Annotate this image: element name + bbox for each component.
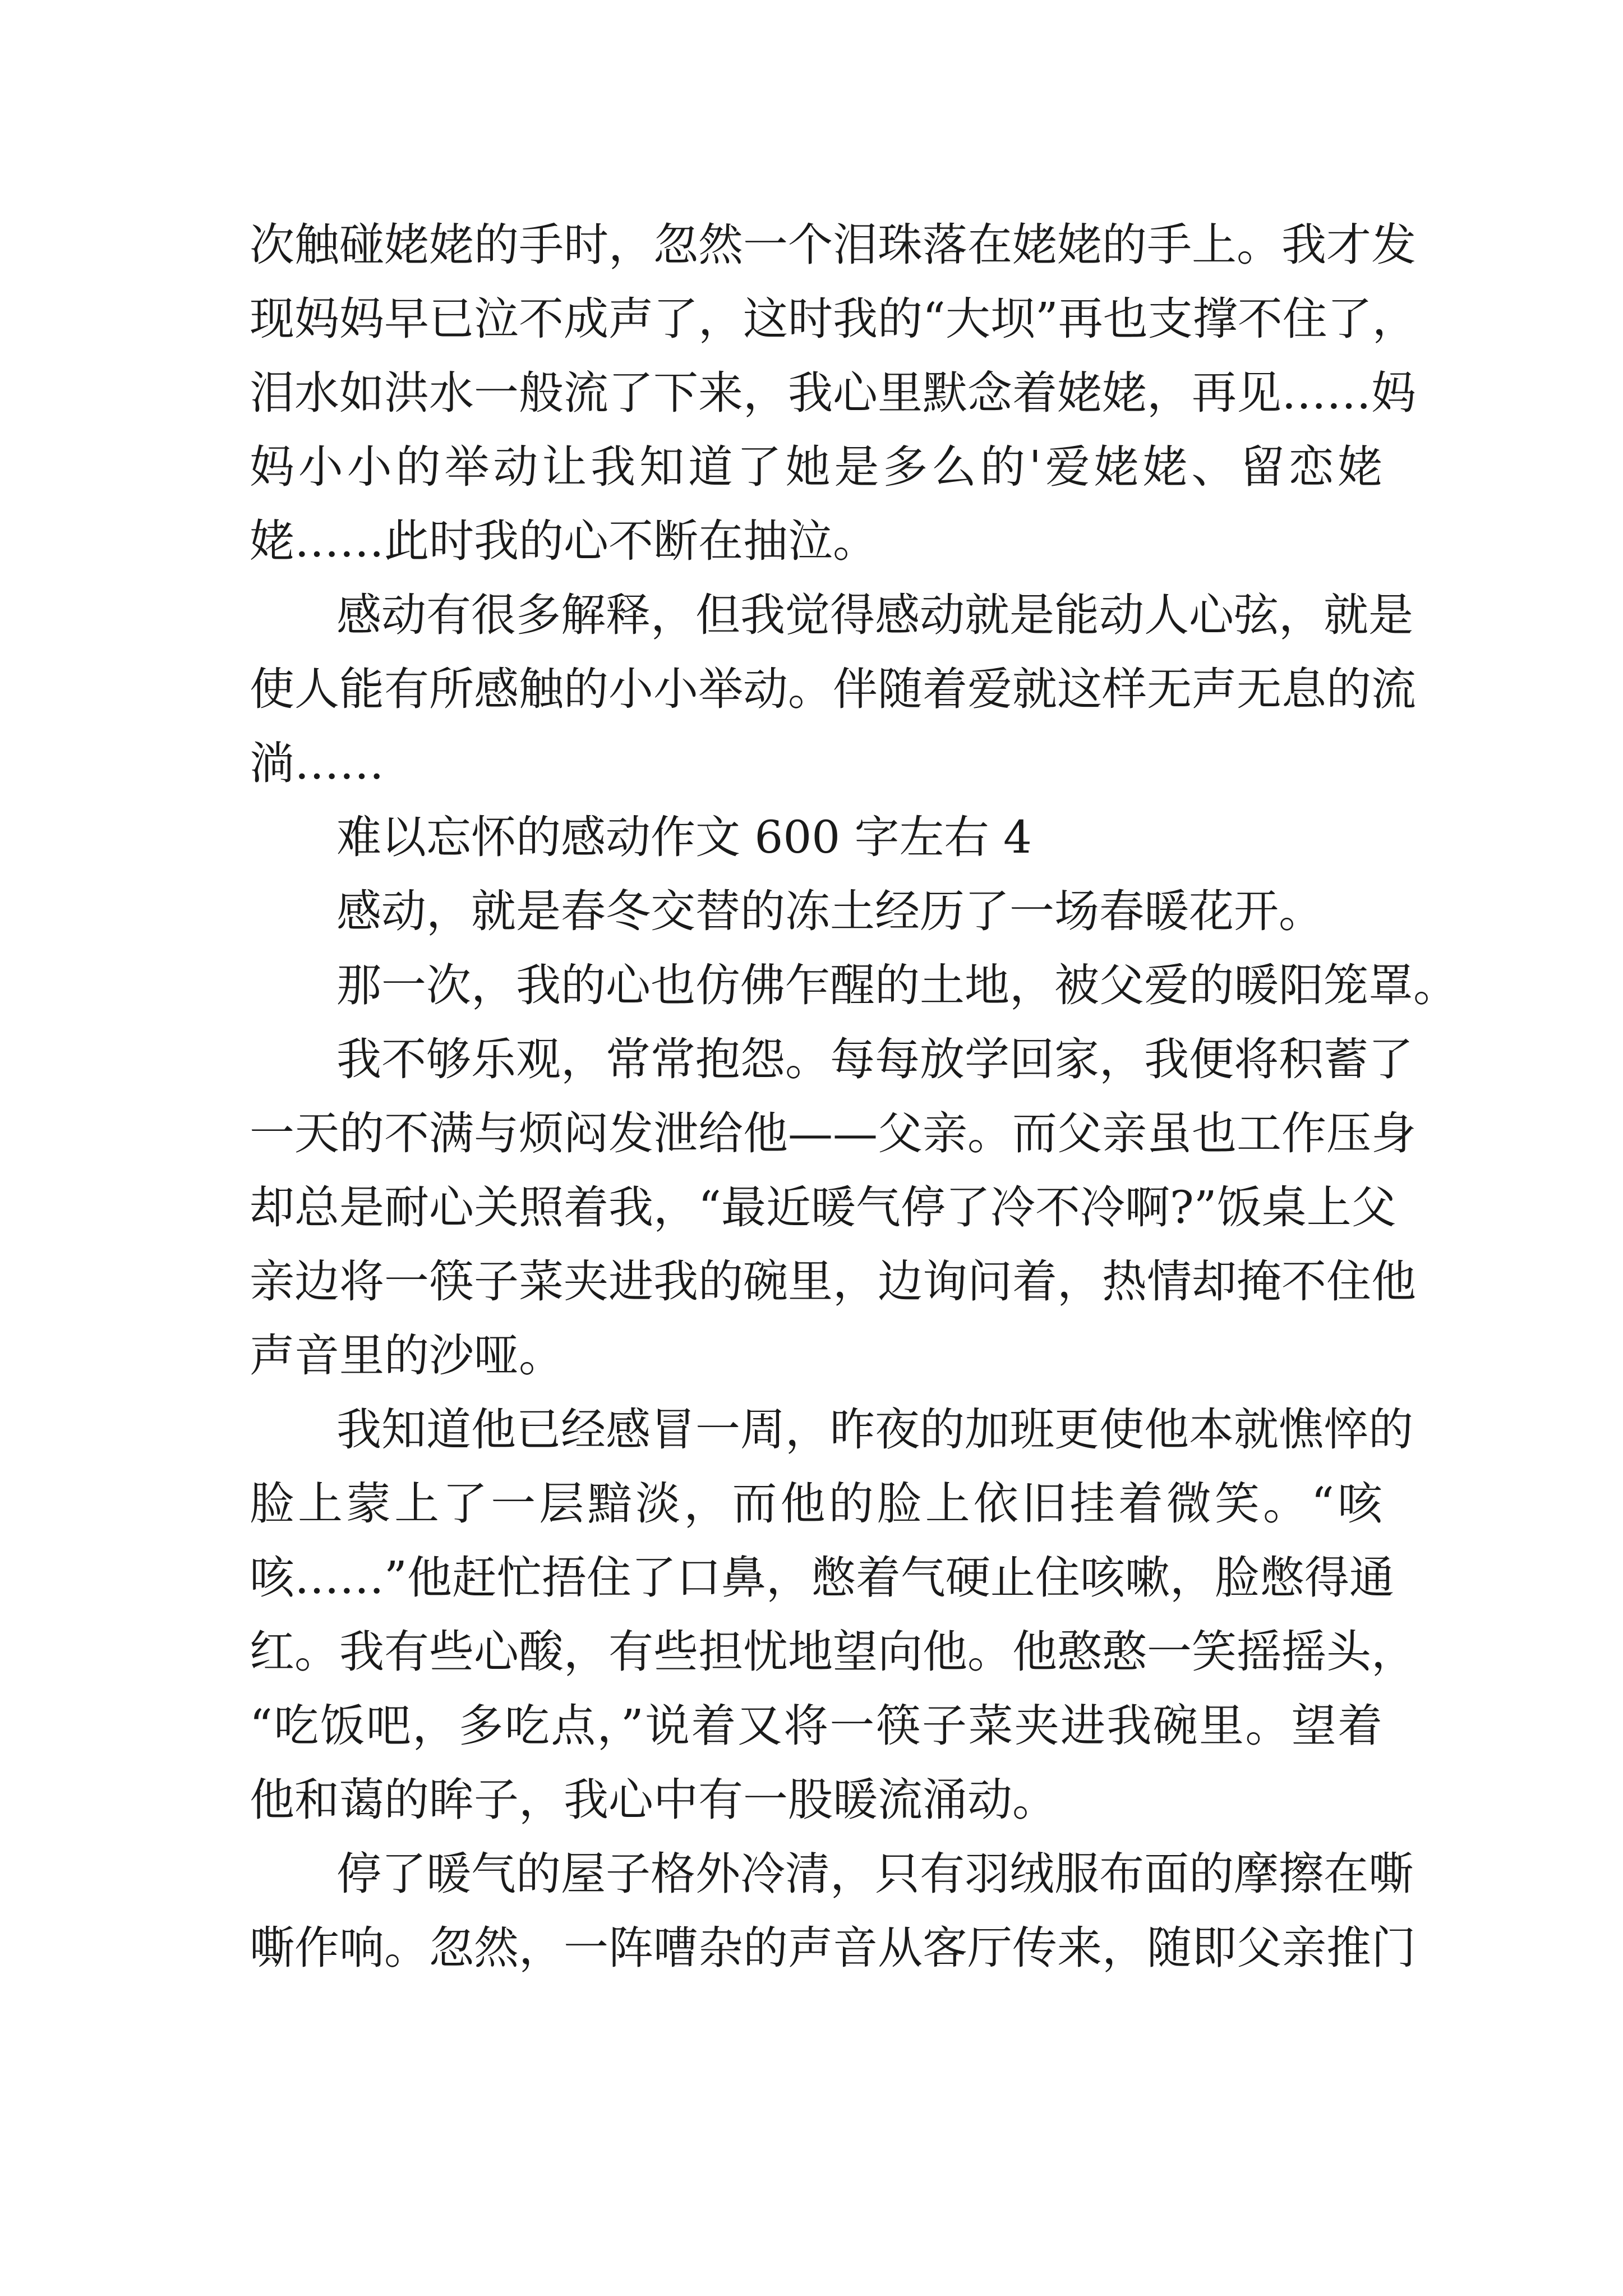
- text-line: 咳……”他赶忙捂住了口鼻，憋着气硬止住咳嗽，脸憋得通: [250, 1552, 1394, 1604]
- text-line: 一天的不满与烦闷发泄给他——父亲。而父亲虽也工作压身: [250, 1107, 1416, 1159]
- text-line: 我知道他已经感冒一周，昨夜的加班更使他本就憔悴的: [336, 1404, 1413, 1456]
- text-line: 声音里的沙哑。: [250, 1329, 564, 1382]
- section-heading: 难以忘怀的感动作文 600 字左右 4: [336, 811, 1032, 863]
- text-line: 停了暖气的屋子格外冷清，只有羽绒服布面的摩擦在嘶: [336, 1848, 1413, 1900]
- text-line: 妈小小的举动让我知道了她是多么的'爱姥姥、留恋姥: [250, 441, 1382, 493]
- text-line: “吃饭吧，多吃点，”说着又将一筷子菜夹进我碗里。望着: [250, 1700, 1382, 1752]
- text-line: 感动，就是春冬交替的冻土经历了一场春暖花开。: [336, 885, 1324, 937]
- text-line: 姥……此时我的心不断在抽泣。: [250, 515, 878, 567]
- text-line: 他和蔼的眸子，我心中有一股暖流涌动。: [250, 1774, 1057, 1826]
- text-line: 嘶作响。忽然，一阵嘈杂的声音从客厅传来，随即父亲推门: [250, 1922, 1416, 1974]
- text-line: 那一次，我的心也仿佛乍醒的土地，被父爱的暖阳笼罩。: [336, 959, 1458, 1011]
- text-line: 感动有很多解释，但我觉得感动就是能动人心弦，就是: [336, 589, 1413, 641]
- text-line: 现妈妈早已泣不成声了，这时我的“大坝”再也支撑不住了，: [250, 293, 1417, 345]
- text-line: 我不够乐观，常常抱怨。每每放学回家，我便将积蓄了: [336, 1033, 1413, 1085]
- text-line: 淌……: [250, 737, 384, 789]
- text-line: 却总是耐心关照着我，“最近暖气停了冷不冷啊?”饭桌上父: [250, 1181, 1396, 1234]
- text-line: 泪水如洪水一般流了下来，我心里默念着姥姥，再见……妈: [250, 367, 1416, 419]
- text-line: 脸上蒙上了一层黯淡，而他的脸上依旧挂着微笑。“咳: [250, 1478, 1382, 1530]
- text-line: 使人能有所感触的小小举动。伴随着爱就这样无声无息的流: [250, 663, 1416, 715]
- text-line: 亲边将一筷子菜夹进我的碗里，边询问着，热情却掩不住他: [250, 1255, 1416, 1308]
- text-line: 次触碰姥姥的手时，忽然一个泪珠落在姥姥的手上。我才发: [250, 219, 1416, 271]
- text-line: 红。我有些心酸，有些担忧地望向他。他憨憨一笑摇摇头，: [250, 1626, 1416, 1678]
